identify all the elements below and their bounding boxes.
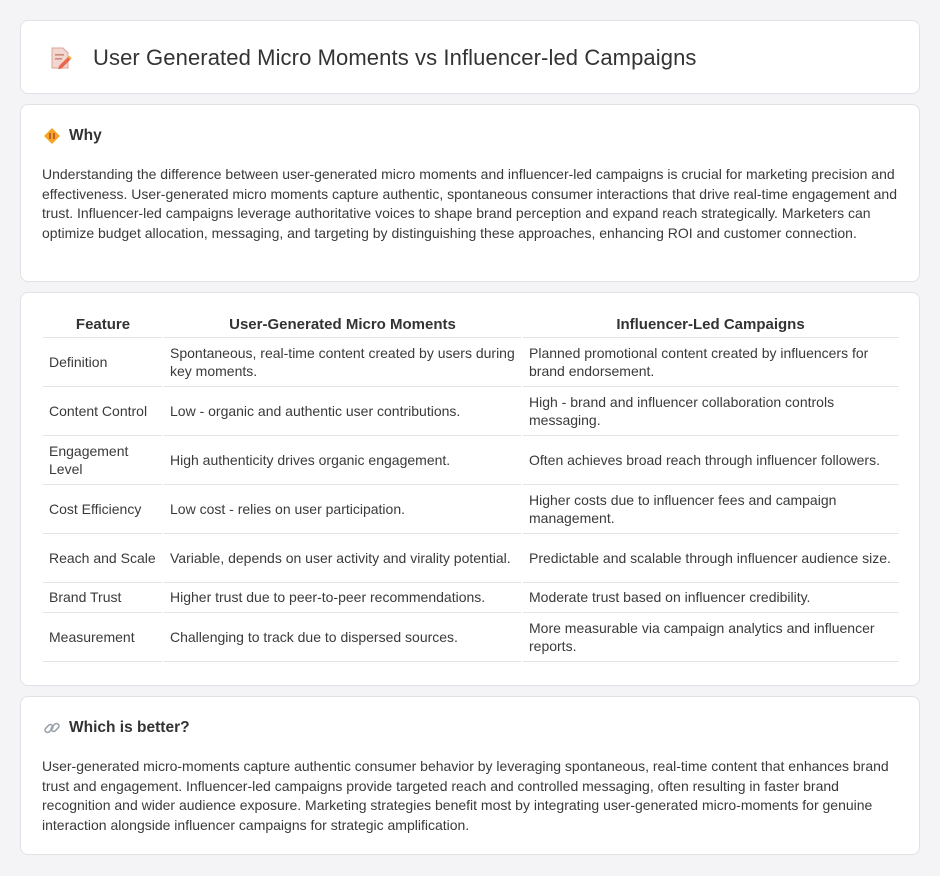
which-is-better-section	[20, 696, 920, 855]
feature-cell: Cost Efficiency	[43, 484, 163, 533]
header-feature: Feature	[43, 315, 163, 337]
title-row	[47, 45, 697, 71]
table-row	[43, 582, 899, 612]
better-header	[43, 719, 190, 737]
influencer-led-cell: Planned promotional content created by influencers for brand endorsement.	[522, 337, 899, 386]
feature-cell: Content Control	[43, 386, 163, 435]
user-generated-cell: Low - organic and authentic user contributions.	[163, 386, 522, 435]
better-text: User-generated micro-moments capture authentic consumer behavior by leveraging spontaneous, real-time content that enhances brand trust and engagement. Influencer-led campaigns provide targeted reach and controlled messaging, often resulting in faster brand recognition and wider audience exposure. Marketing strategies benefit most by integrating user-generated micro-moments for genuine interaction alongside influencer campaigns for strategic amplification.	[42, 758, 889, 833]
better-title: Which is better?	[69, 719, 190, 736]
table-header-row	[43, 315, 899, 337]
comparison-section	[20, 292, 920, 686]
title-card	[20, 20, 920, 94]
influencer-led-cell: High - brand and influencer collaboration controls messaging.	[522, 386, 899, 435]
table-row	[43, 484, 899, 533]
user-generated-cell: Low cost - relies on user participation.	[163, 484, 522, 533]
user-generated-cell: Challenging to track due to dispersed sources.	[163, 612, 522, 661]
table-row	[43, 386, 899, 435]
table-row	[43, 612, 899, 661]
why-title: Why	[69, 127, 102, 144]
table-row	[43, 435, 899, 484]
influencer-led-cell: Predictable and scalable through influencer audience size.	[522, 533, 899, 582]
user-generated-cell: Spontaneous, real-time content created by users during key moments.	[163, 337, 522, 386]
user-generated-cell: High authenticity drives organic engagement.	[163, 435, 522, 484]
influencer-led-cell: Often achieves broad reach through influencer followers.	[522, 435, 899, 484]
feature-cell: Brand Trust	[43, 582, 163, 612]
influencer-led-cell: Moderate trust based on influencer credibility.	[522, 582, 899, 612]
comparison-table	[43, 315, 899, 662]
link-icon	[43, 719, 61, 737]
feature-cell: Engagement Level	[43, 435, 163, 484]
document-pen-icon	[47, 45, 73, 71]
diamond-sign-icon	[43, 127, 61, 145]
user-generated-cell: Higher trust due to peer-to-peer recommendations.	[163, 582, 522, 612]
user-generated-cell: Variable, depends on user activity and virality potential.	[163, 533, 522, 582]
feature-cell: Definition	[43, 337, 163, 386]
header-user-generated: User-Generated Micro Moments	[163, 315, 522, 337]
why-header	[43, 127, 102, 145]
feature-cell: Reach and Scale	[43, 533, 163, 582]
table-row	[43, 533, 899, 582]
table-row	[43, 337, 899, 386]
header-influencer-led: Influencer-Led Campaigns	[522, 315, 899, 337]
why-text: Understanding the difference between user-generated micro moments and influencer-led campaigns is crucial for marketing precision and effectiveness. User-generated micro moments capture authentic, spontaneous consumer interactions that drive real-time engagement and trust. Influencer-led campaigns leverage authoritative voices to shape brand perception and expand reach strategically. Marketers can optimize budget allocation, messaging, and targeting by distinguishing these approaches, enhancing ROI and customer connection.	[42, 166, 897, 241]
influencer-led-cell: Higher costs due to influencer fees and campaign management.	[522, 484, 899, 533]
feature-cell: Measurement	[43, 612, 163, 661]
influencer-led-cell: More measurable via campaign analytics and influencer reports.	[522, 612, 899, 661]
page-title: User Generated Micro Moments vs Influencer-led Campaigns	[93, 45, 697, 70]
why-section	[20, 104, 920, 282]
